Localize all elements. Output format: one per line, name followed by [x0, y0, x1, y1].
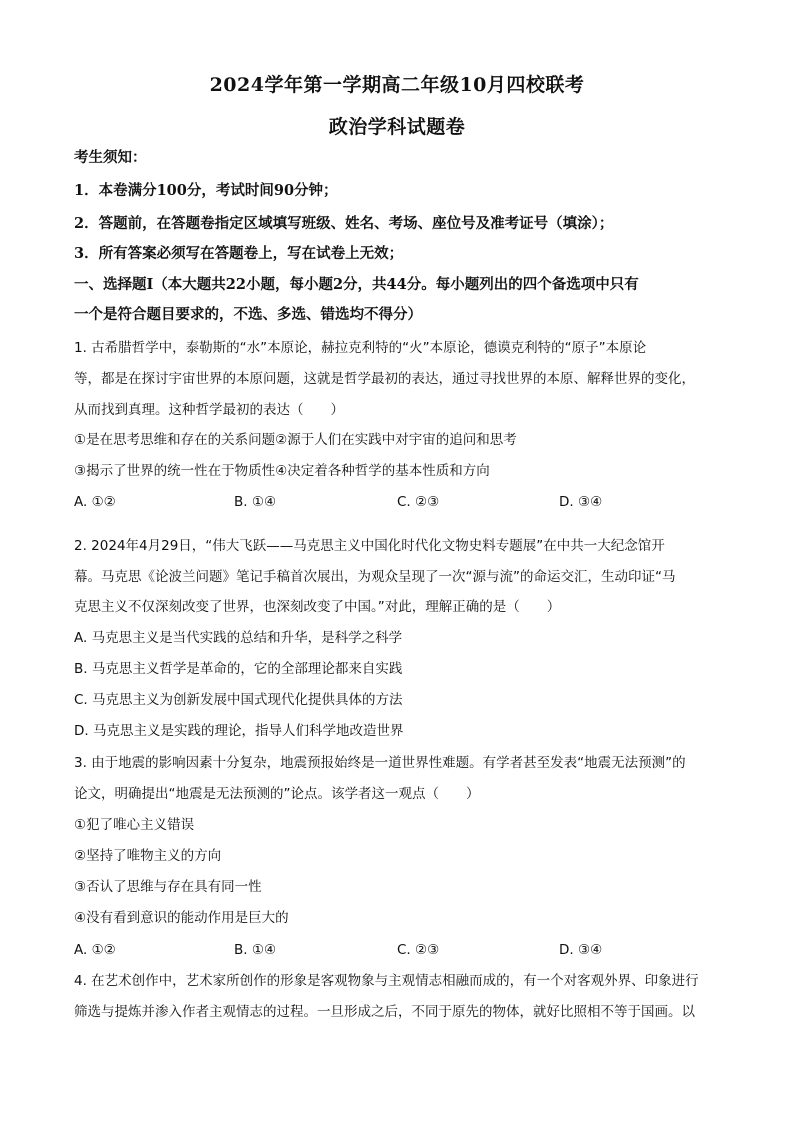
notice-item: 2．答题前，在答题卷指定区域填写班级、姓名、考场、座位号及准考证号（填涂）；: [74, 215, 614, 232]
question-stem: 论文，明确提出“地震是无法预测的”论点。该学者这一观点（ ）: [74, 786, 480, 802]
exam-title: 2024学年第一学期高二年级10月四校联考: [209, 74, 585, 96]
answer-options: [74, 940, 714, 960]
notice-item: 1．本卷满分100分，考试时间90分钟；: [74, 182, 338, 199]
question-statement: ③否认了思维与存在具有同一性: [74, 879, 262, 895]
answer-choice: D. 马克思主义是实践的理论，指导人们科学地改造世界: [74, 723, 404, 739]
option-d: D. ③④: [559, 494, 603, 510]
question-stem: 从而找到真理。这种哲学最初的表达（ ）: [74, 402, 344, 418]
question-stem: 1. 古希腊哲学中，泰勒斯的“水”本原论，赫拉克利特的“火”本原论，德谟克利特的“原子”本原论: [74, 340, 647, 356]
option-c: C. ②③: [397, 494, 440, 510]
option-b: B. ①④: [234, 942, 277, 958]
question-statement: ①犯了唯心主义错误: [74, 817, 195, 833]
question-stem: 4. 在艺术创作中，艺术家所创作的形象是客观物象与主观情志相融而成的，有一个对客观外界、印象进行: [74, 973, 699, 989]
option-d: D. ③④: [559, 942, 603, 958]
answer-options: [74, 492, 714, 512]
question-stem: 筛选与提炼并渗入作者主观情志的过程。一旦形成之后，不同于原先的物体，就好比照相不等于国画。以: [74, 1004, 695, 1020]
section-heading: 一、选择题Ⅰ（本大题共22小题，每小题2分，共44分。每小题列出的四个备选项中只有: [74, 276, 639, 293]
option-a: A. ①②: [74, 942, 116, 958]
option-b: B. ①④: [234, 494, 277, 510]
notice-item: 3．所有答案必须写在答题卷上，写在试卷上无效；: [74, 245, 404, 262]
answer-choice: C. 马克思主义为创新发展中国式现代化提供具体的方法: [74, 692, 403, 708]
option-c: C. ②③: [397, 942, 440, 958]
answer-choice: B. 马克思主义哲学是革命的，它的全部理论都来自实践: [74, 661, 403, 677]
question-stem: 幕。马克思《论波兰问题》笔记手稿首次展出，为观众呈现了一次“源与流”的命运交汇，生动印证“马: [74, 569, 676, 585]
question-stem: 2. 2024年4月29日，“伟大飞跃——马克思主义中国化时代化文物史料专题展”在中共一大纪念馆开: [74, 538, 665, 554]
question-statement: ④没有看到意识的能动作用是巨大的: [74, 910, 289, 926]
question-stem: 克思主义不仅深刻改变了世界，也深刻改变了中国。”对此，理解正确的是（ ）: [74, 599, 561, 615]
answer-choice: A. 马克思主义是当代实践的总结和升华，是科学之科学: [74, 630, 403, 646]
exam-subtitle: 政治学科试题卷: [328, 116, 466, 138]
question-statement: ③揭示了世界的统一性在于物质性④决定着各种哲学的基本性质和方向: [74, 463, 490, 479]
question-stem: 等，都是在探讨宇宙世界的本原问题，这就是哲学最初的表达，通过寻找世界的本原、解释世界的变化，: [74, 371, 695, 387]
question-stem: 3. 由于地震的影响因素十分复杂，地震预报始终是一道世界性难题。有学者甚至发表“地震无法预测”的: [74, 755, 686, 771]
section-heading: 一个是符合题目要求的，不选、多选、错选均不得分）: [74, 306, 422, 323]
notice-heading: 考生须知：: [74, 149, 147, 166]
question-statement: ②坚持了唯物主义的方向: [74, 848, 222, 864]
option-a: A. ①②: [74, 494, 116, 510]
question-statement: ①是在思考思维和存在的关系问题②源于人们在实践中对宇宙的追问和思考: [74, 432, 517, 448]
